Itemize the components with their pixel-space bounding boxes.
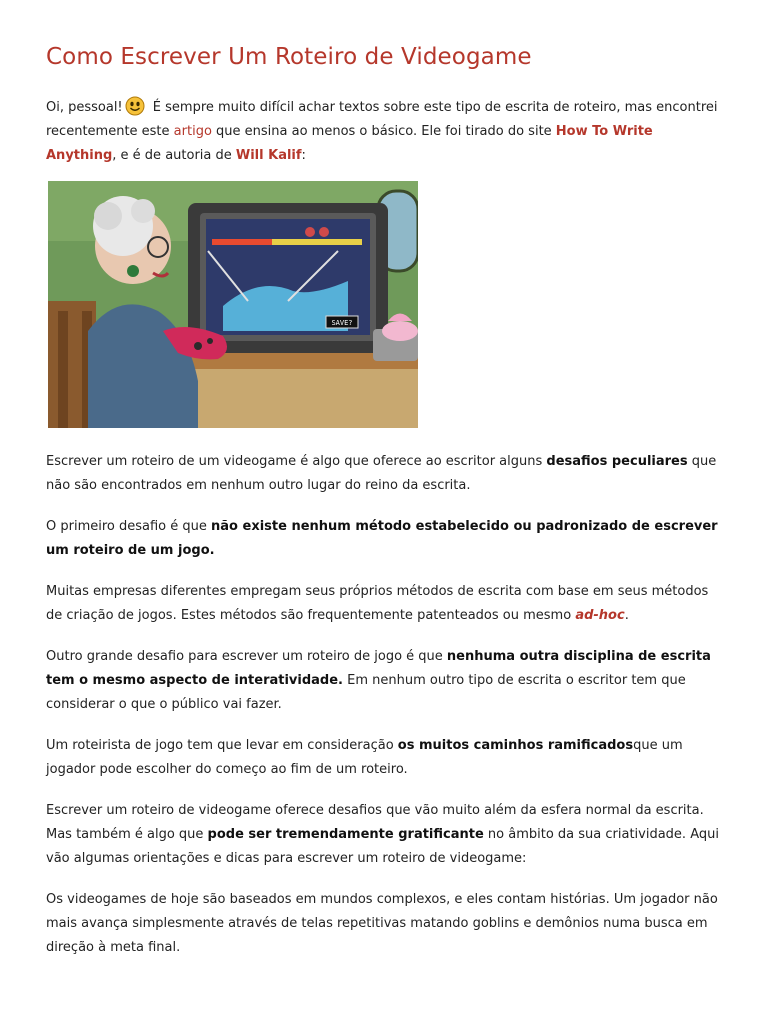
p7-text-a: Os videogames de hoje são baseados em mundos complexos, e eles contam histórias. Um jogador não mais avança simplesmente através de telas repetitivas matando goblins e demônios numa busca em direção à meta final. [46,892,718,955]
paragraph-3 [46,580,726,628]
p6-bold: pode ser tremendamente gratificante [207,827,484,842]
p5-text-a: Um roteirista de jogo tem que levar em consideração [46,738,398,753]
p5-text-c: que um jogador pode escolher do começo ao fim de um roteiro. [46,738,683,777]
intro-text-2: que ensina ao menos o básico. Ele foi tirado do site [211,124,556,139]
intro-paragraph [46,96,726,168]
intro-text-1: É sempre muito difícil achar textos sobre este tipo de escrita de roteiro, mas encontrei recentemente este [46,100,718,139]
paragraph-5 [46,734,726,782]
paragraph-2 [46,515,726,563]
p4-text-a: Outro grande desafio para escrever um roteiro de jogo é que [46,649,447,664]
p4-text-c: Em nenhum outro tipo de escrita o escritor tem que considerar o que o público vai fazer. [46,673,686,712]
p3-text-a: Muitas empresas diferentes empregam seus próprios métodos de escrita com base em seus métodos de criação de jogos. Estes métodos são frequentemente patenteados ou mesmo [46,584,709,623]
p5-bold: os muitos caminhos ramificados [397,738,634,753]
smiley-icon [125,96,145,116]
p6-text-a: Escrever um roteiro de videogame oferece desafios que vão muito além da esfera normal da escrita. Mas também é algo que [46,803,704,842]
p2-bold: não existe nenhum método estabelecido ou padronizado de escrever um roteiro de um jogo. [46,519,718,558]
paragraph-6 [46,799,726,871]
intro-text-3: , e é de autoria de [112,148,236,163]
how-to-write-anything-link[interactable]: How To Write Anything [46,124,653,163]
p2-text-a: O primeiro desafio é que [46,519,212,534]
paragraph-7 [46,888,726,960]
p4-bold: nenhuma outra disciplina de escrita tem o mesmo aspecto de interatividade. [46,649,711,688]
p1-text-a: Escrever um roteiro de um videogame é algo que oferece ao escritor alguns [46,454,547,469]
paragraph-4 [46,645,726,717]
p6-text-c: no âmbito da sua criatividade. Aqui vão algumas orientações e dicas para escrever um roteiro de videogame: [46,827,719,866]
artigo-link[interactable]: artigo [173,124,212,139]
paragraph-1 [46,450,726,498]
will-kalif-link[interactable]: Will Kalif [235,148,302,163]
article-title: Como Escrever Um Roteiro de Videogame [46,44,532,70]
grandma-gamer-illustration [48,181,418,428]
p3-text-c: . [624,608,629,623]
p3-em: ad-hoc [575,608,625,623]
screen-save-label: SAVE? [331,319,353,327]
p1-text-c: que não são encontrados em nenhum outro lugar do reino da escrita. [46,454,717,493]
intro-greeting: Oi, pessoal! [46,100,123,115]
p1-bold: desafios peculiares [546,454,688,469]
intro-text-4: : [301,148,306,163]
